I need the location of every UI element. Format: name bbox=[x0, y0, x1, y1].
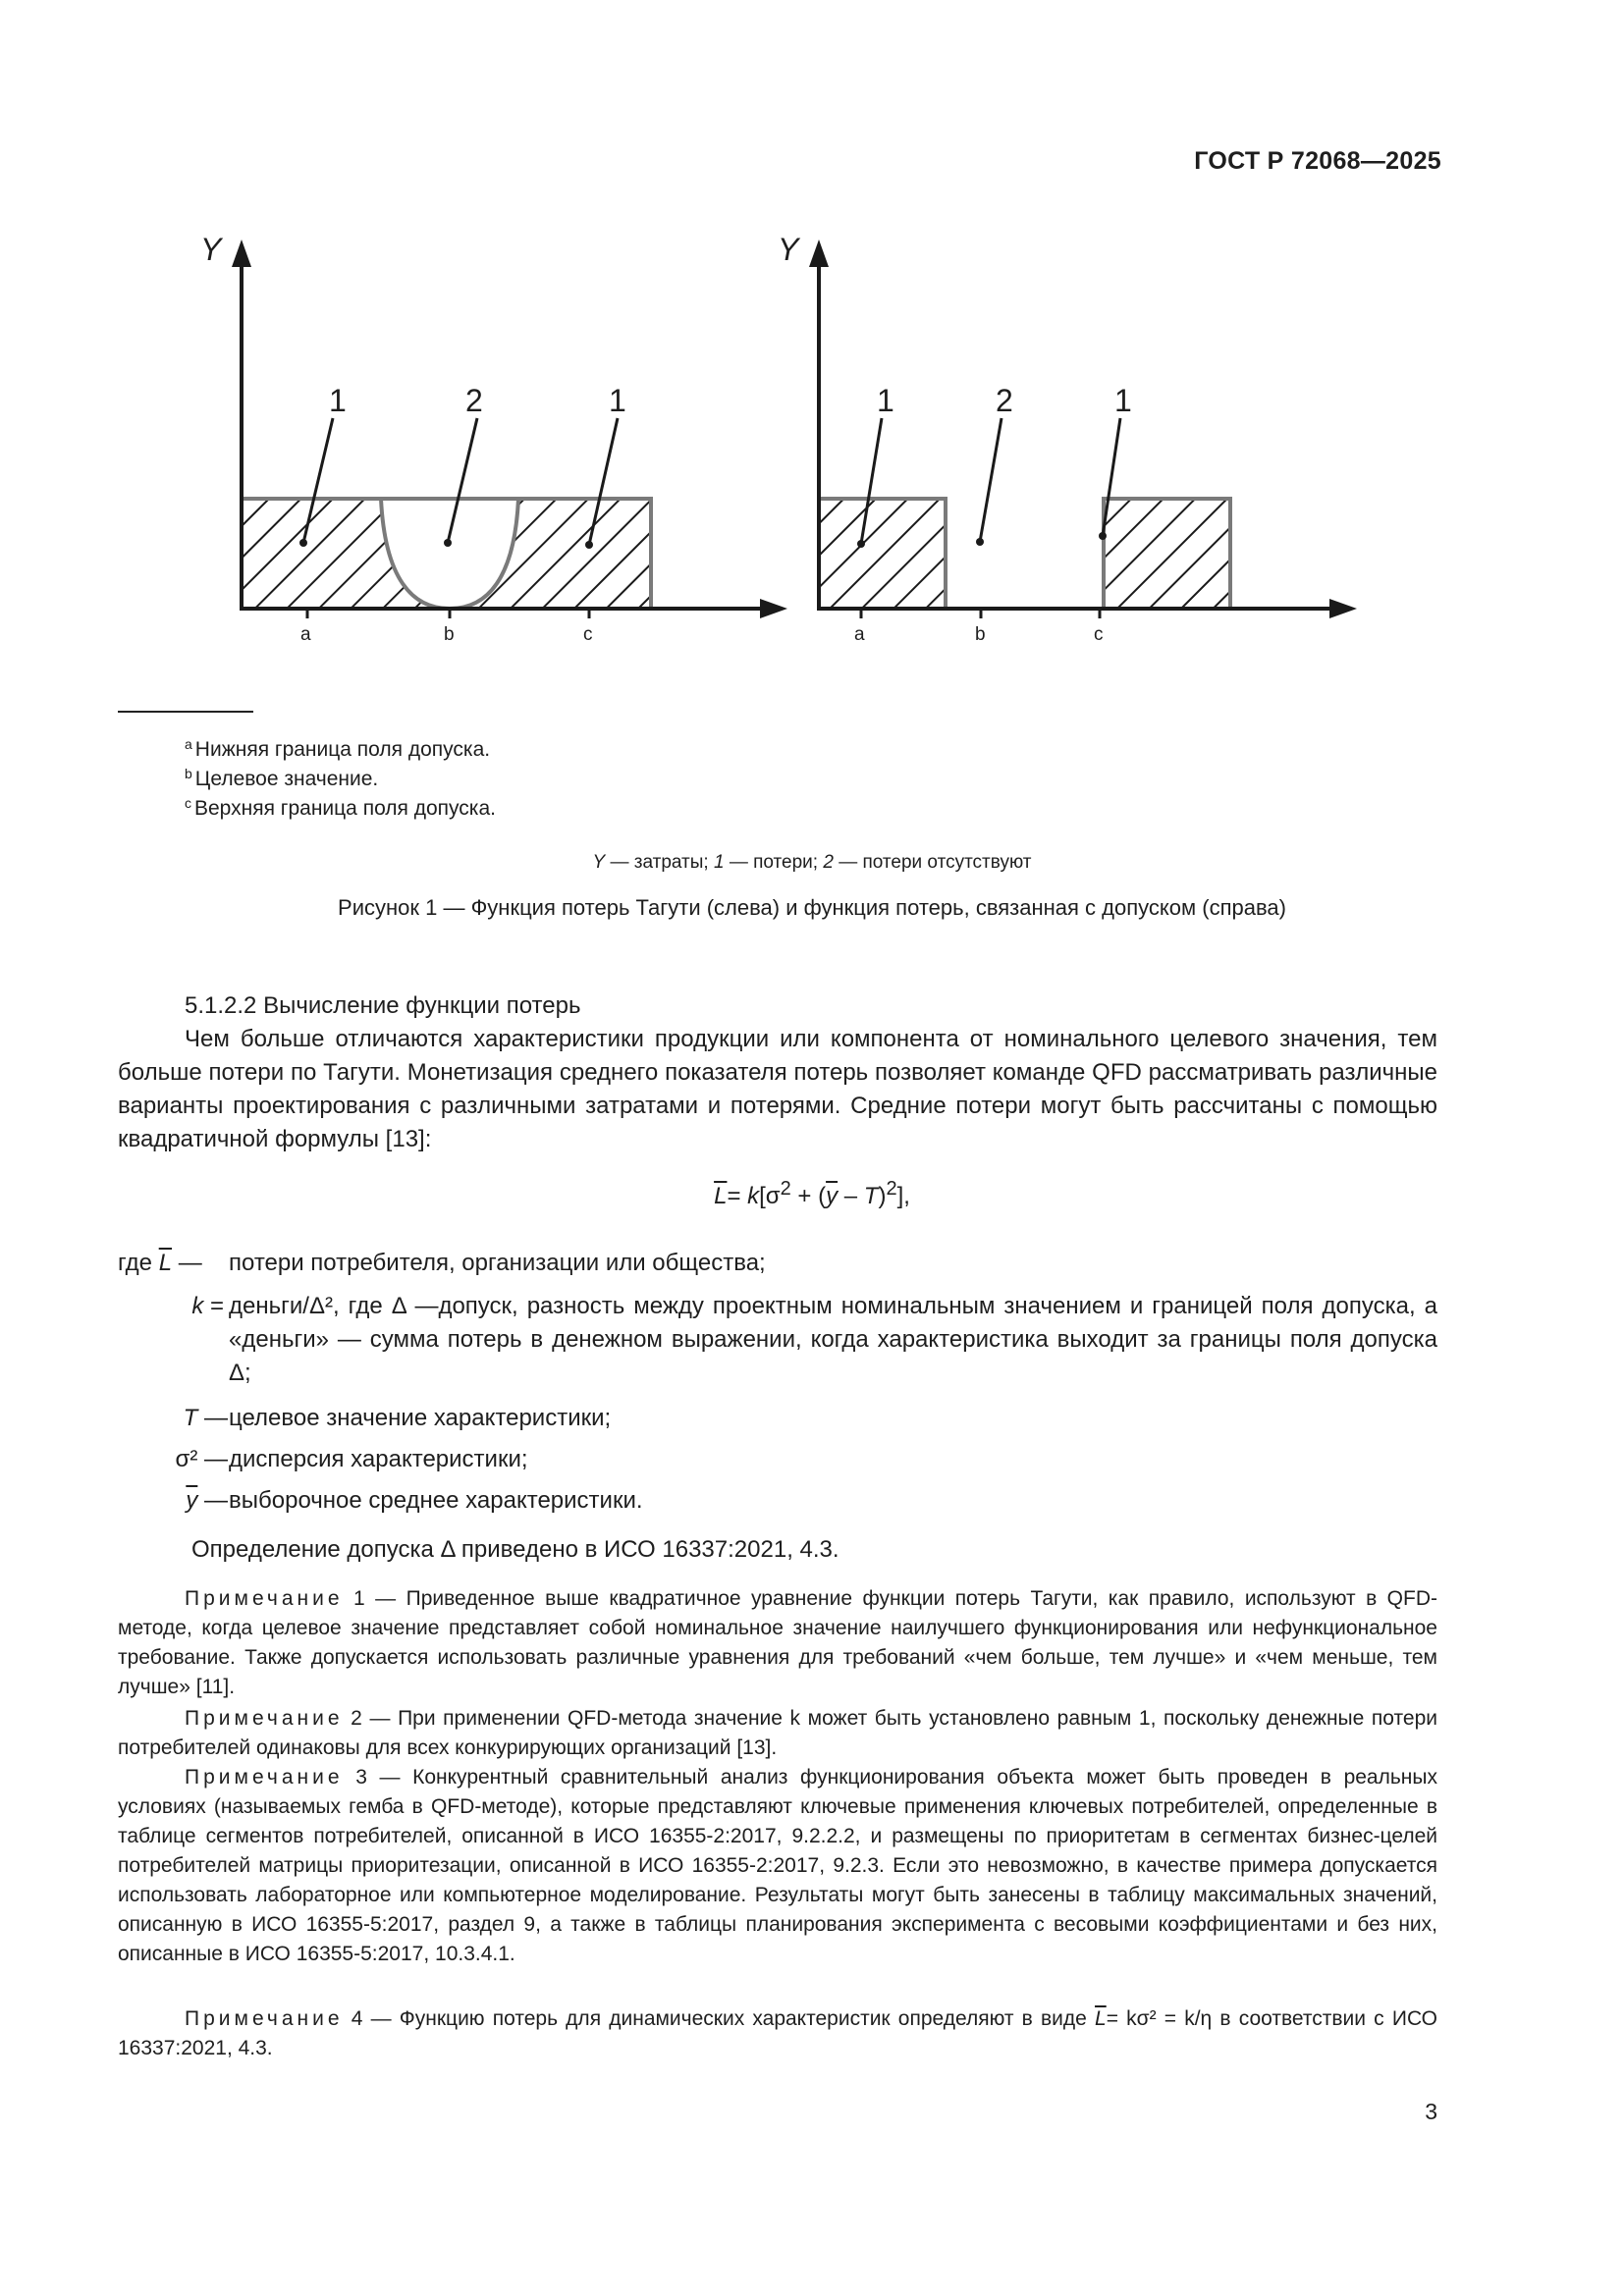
left-tick-a: a bbox=[300, 624, 311, 645]
right-tick-c: c bbox=[1094, 624, 1104, 645]
definition-L: где $\overline{L}$ — потери потребителя, организации или общества; bbox=[118, 1250, 766, 1276]
note-3: Примечание 3 — Конкурентный сравнительный анализ функционирования объекта может быть проведен в реальных условиях (называемых гемба в QFD-методе), которые представляют ключевые применения ключевых потребителей, определенные в таблице сегментов потребителей, описанной в ИСО 16355-2:2017, 9.2.2.2, и размещены по приоритетам в сегментах бизнес-целей потребителей матрицы приоритезации, описанной в ИСО 16355-2:2017, 9.2.3. Если это невозможно, в качестве примера допускается использовать лабораторное или компьютерное моделирование. Результаты могут быть занесены в таблицу максимальных значений, описанную в ИСО 16355-5:2017, раздел 9, а также в таблицы планирования эксперимента с весовыми коэффициентами и без них, описанные в ИСО 16355-5:2017, 10.3.4.1. bbox=[118, 1766, 1437, 1965]
right-panel-tolerance bbox=[809, 240, 1357, 618]
right-callout-2: 2 bbox=[996, 383, 1013, 418]
left-panel-taguchi bbox=[232, 240, 787, 618]
right-callout-1a: 1 bbox=[877, 383, 894, 418]
tolerance-reference: Определение допуска Δ приведено в ИСО 16337:2021, 4.3. bbox=[191, 1536, 839, 1563]
note-1: Примечание 1 — Приведенное выше квадратичное уравнение функции потерь Тагути, как правило, используют в QFD-методе, когда целевое значение представляет собой номинальное значение наилучшего функционирования или нефункциональное требование. Также допускается использовать различные уравнения для требований «чем больше, тем лучше» и «чем меньше, тем лучше» [11]. bbox=[118, 1587, 1437, 1698]
left-tick-c: c bbox=[583, 624, 593, 645]
figure-legend: Y — затраты; 1 — потери; 2 — потери отсутствуют bbox=[592, 852, 1032, 873]
document-header-id: ГОСТ Р 72068—2025 bbox=[1194, 147, 1441, 175]
section-paragraph: Чем больше отличаются характеристики продукции или компонента от номинального целевого значения, тем больше потери по Тагути. Монетизация среднего показателя потерь позволяет команде QFD рассматривать различные варианты проектирования с различными затратами и потерями. Средние потери могут быть рассчитаны с помощью квадратичной формулы [13]: bbox=[118, 1026, 1437, 1152]
loss-formula: $\overline{L}= k[\sigma^2 + (\overline{y} - T)^2]$, bbox=[714, 1178, 910, 1209]
right-y-axis-label: Y bbox=[778, 232, 799, 267]
footnote-a: $^a$ Нижняя граница поля допуска. bbox=[185, 736, 491, 761]
footnote-b: $^b$ Целевое значение. bbox=[185, 766, 379, 790]
footnote-c: $^c$ Верхняя граница поля допуска. bbox=[185, 795, 496, 820]
right-tick-b: b bbox=[975, 624, 986, 645]
definition-T: T — целевое значение характеристики; bbox=[183, 1405, 612, 1431]
note-2: Примечание 2 — При применении QFD-метода значение k может быть установлено равным 1, поскольку денежные потери потребителей одинаковы для всех конкурирующих организаций [13]. bbox=[118, 1707, 1437, 1759]
left-y-axis-label: Y bbox=[200, 232, 222, 267]
left-callout-2: 2 bbox=[465, 383, 483, 418]
note-4: Примечание 4 — Функцию потерь для динамических характеристик определяют в виде $\overline{L}= k\sigma^2 = k/\eta$ в соответствии с ИСО 16337:2021, 4.3. bbox=[118, 2007, 1437, 2059]
right-callout-1b: 1 bbox=[1114, 383, 1132, 418]
right-tick-a: a bbox=[854, 624, 865, 645]
definition-sigma: σ² — дисперсия характеристики; bbox=[175, 1446, 528, 1472]
definition-ybar: $\overline{y}$ — выборочное среднее характеристики. bbox=[186, 1487, 643, 1514]
left-callout-1a: 1 bbox=[329, 383, 347, 418]
left-callout-1b: 1 bbox=[609, 383, 626, 418]
left-tick-b: b bbox=[444, 624, 455, 645]
figure-loss-functions bbox=[0, 0, 1624, 687]
footnote-divider bbox=[118, 711, 253, 713]
definition-k: k = деньги/Δ², где Δ —допуск, разность между проектным номинальным значением и границей поля допуска, а «деньги» — сумма потерь в денежном выражении, когда характеристика выходит за границы поля допуска Δ; bbox=[191, 1293, 1437, 1386]
figure-caption: Рисунок 1 — Функция потерь Тагути (слева) и функция потерь, связанная с допуском (справа) bbox=[338, 895, 1286, 920]
page-number: 3 bbox=[1425, 2099, 1437, 2124]
section-heading: 5.1.2.2 Вычисление функции потерь bbox=[185, 992, 581, 1019]
